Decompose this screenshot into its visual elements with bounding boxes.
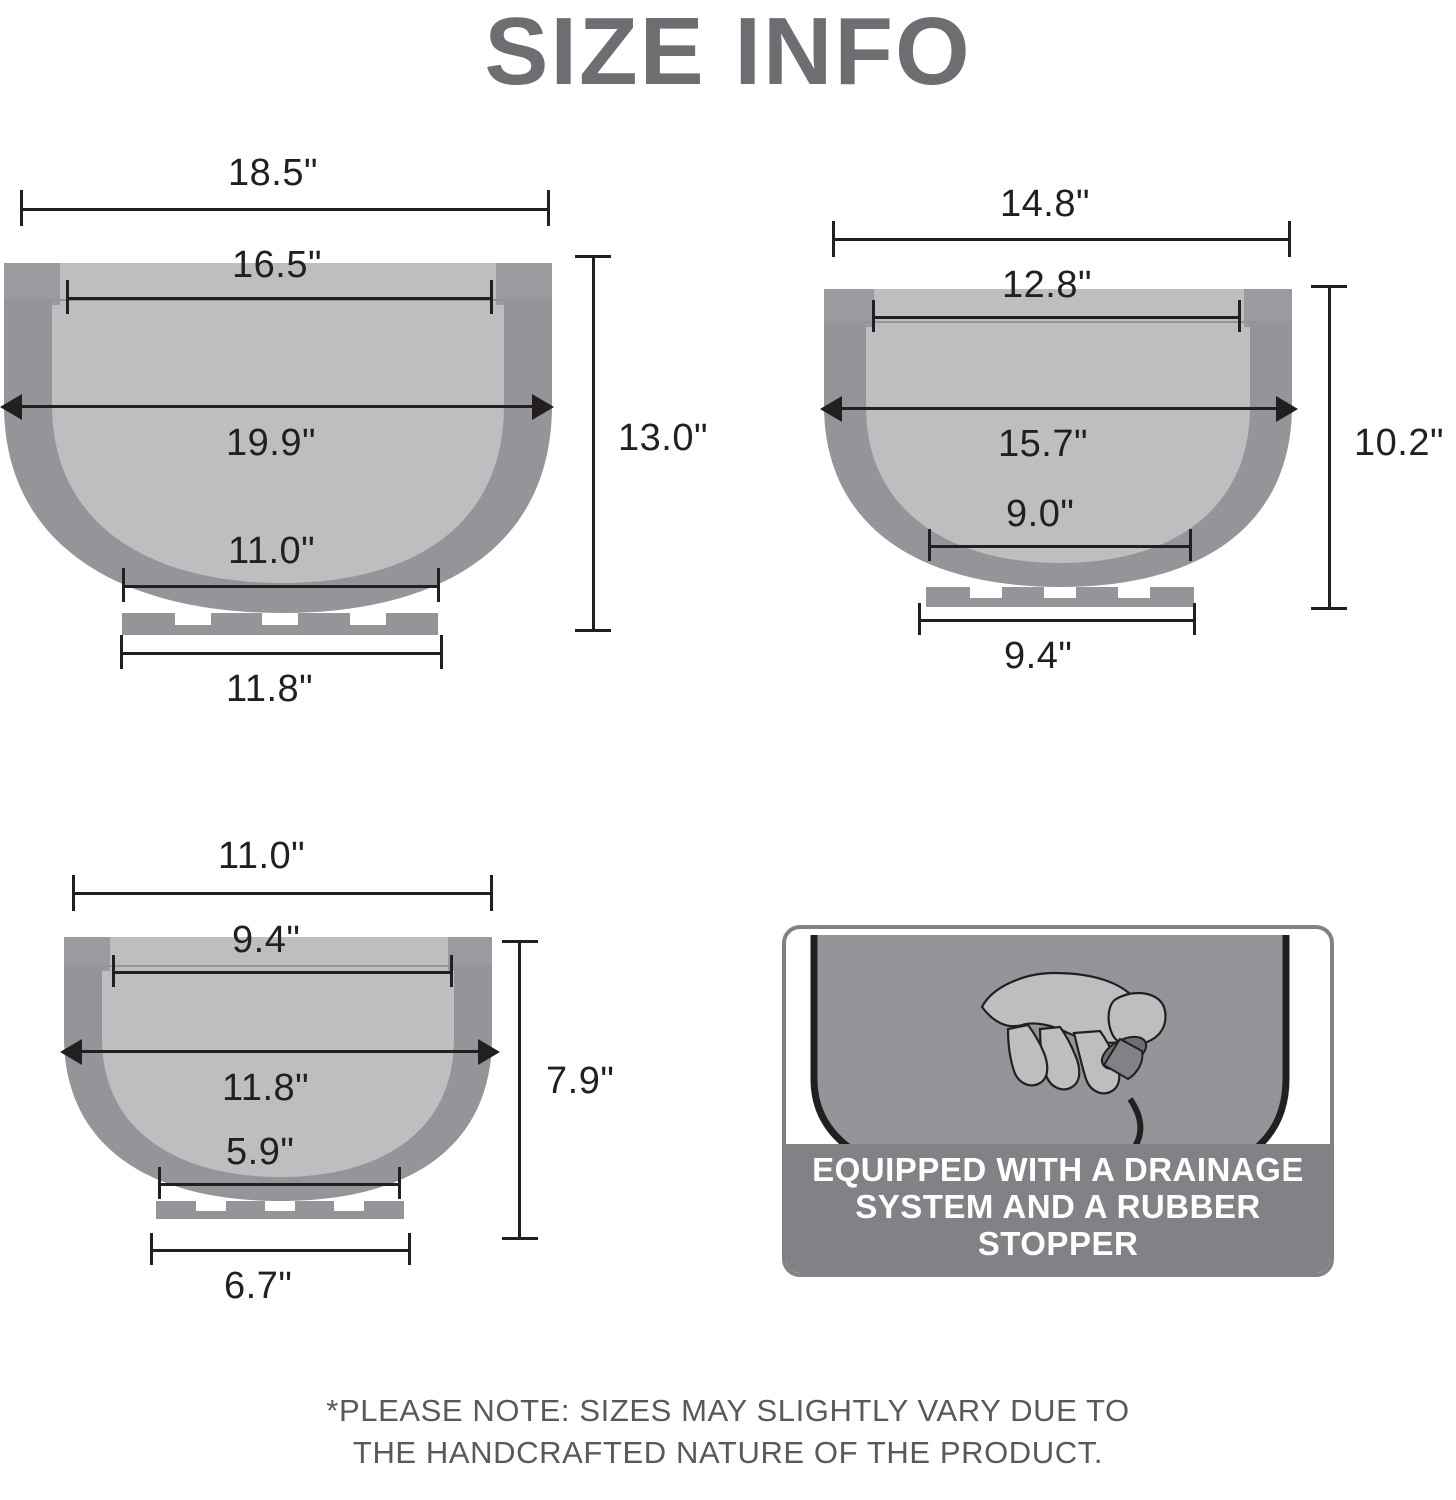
drainage-caption-line2: SYSTEM AND A RUBBER STOPPER: [855, 1188, 1261, 1263]
medium-planter-panel: [810, 185, 1450, 705]
medium-top-inner-label: 12.8": [1002, 264, 1092, 306]
small-height-tick-top: [502, 940, 538, 943]
large-height-tick-top: [575, 255, 611, 258]
large-top-outer-label: 18.5": [228, 152, 318, 194]
large-widest-label: 19.9": [226, 422, 316, 464]
small-widest-arrow-right: [478, 1039, 500, 1065]
small-top-outer-label: 11.0": [218, 835, 306, 877]
medium-widest-arrow-left: [820, 396, 842, 422]
large-height-line: [592, 255, 595, 632]
medium-top-inner-line: [872, 316, 1241, 319]
large-base-outer-label: 11.8": [226, 668, 314, 710]
medium-widest-line: [840, 407, 1278, 410]
large-planter-panel: [0, 152, 708, 720]
small-height-line: [518, 940, 521, 1240]
large-widest-line: [22, 405, 534, 408]
large-height-tick-bottom: [575, 629, 611, 632]
small-base-outer-label: 6.7": [224, 1265, 293, 1307]
large-base-outer-line: [120, 652, 443, 655]
footnote-line-2: THE HANDCRAFTED NATURE OF THE PRODUCT.: [352, 1435, 1104, 1471]
large-top-inner-line: [66, 297, 493, 300]
footnote: [0, 1390, 1456, 1474]
medium-height-tick-top: [1311, 285, 1347, 288]
medium-height-tick-bottom: [1311, 607, 1347, 610]
small-base-inner-label: 5.9": [226, 1131, 295, 1173]
medium-base-inner-label: 9.0": [1006, 493, 1075, 535]
medium-widest-arrow-right: [1276, 396, 1298, 422]
small-base-outer-line: [150, 1249, 411, 1252]
medium-height-label: 10.2": [1354, 422, 1444, 464]
small-base-inner-line: [158, 1183, 401, 1186]
footnote-line-1: *PLEASE NOTE: SIZES MAY SLIGHTLY VARY DUE TO: [326, 1393, 1130, 1429]
medium-widest-label: 15.7": [998, 423, 1088, 465]
small-top-outer-line: [72, 892, 493, 895]
drainage-caption: [786, 1144, 1330, 1273]
large-widest-arrow-right: [532, 394, 554, 420]
drainage-callout: [782, 925, 1334, 1277]
small-widest-arrow-left: [60, 1039, 82, 1065]
large-widest-arrow-left: [0, 394, 22, 420]
medium-base-inner-line: [928, 545, 1192, 548]
drainage-caption-line1: EQUIPPED WITH A DRAINAGE: [812, 1151, 1304, 1189]
medium-height-line: [1328, 285, 1331, 610]
small-widest-line: [80, 1050, 480, 1053]
small-planter-panel: [50, 835, 690, 1325]
small-top-inner-label: 9.4": [232, 919, 301, 961]
medium-base-outer-line: [918, 619, 1196, 622]
small-height-label: 7.9": [546, 1060, 615, 1102]
small-top-inner-line: [112, 971, 453, 974]
large-base-inner-label: 11.0": [228, 530, 316, 572]
medium-top-outer-line: [832, 238, 1291, 241]
large-base-inner-line: [122, 585, 440, 588]
small-widest-label: 11.8": [222, 1067, 310, 1109]
large-top-inner-label: 16.5": [232, 244, 322, 286]
large-height-label: 13.0": [618, 417, 708, 459]
page-title: SIZE INFO: [484, 0, 972, 105]
large-top-outer-line: [20, 208, 550, 211]
medium-top-outer-label: 14.8": [1000, 183, 1090, 225]
medium-base-outer-label: 9.4": [1004, 635, 1073, 677]
small-height-tick-bottom: [502, 1237, 538, 1240]
